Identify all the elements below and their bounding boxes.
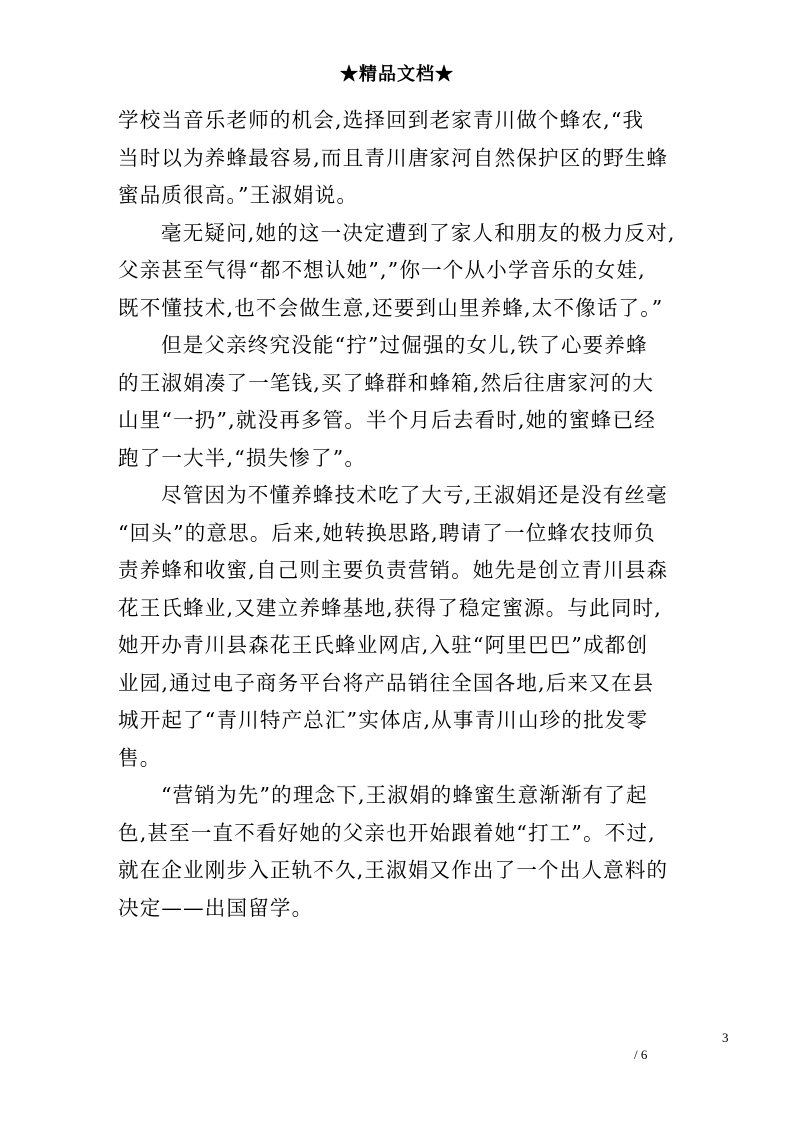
body-line: 售。 [118,745,162,770]
body-line: 蜜品质很高。”王淑娟说。 [118,183,359,207]
paragraph-start-line: 毫无疑问,她的这一决定遭到了家人和朋友的极力反对, [161,220,676,245]
document-header-title: ★精品文档★ [340,64,454,85]
body-line: 跑了一大半,“损失惨了”。 [118,445,367,470]
body-line: 业园,通过电子商务平台将产品销往全国各地,后来又在县 [118,670,655,695]
body-line: 花王氏蜂业,又建立养蜂基地,获得了稳定蜜源。与此同时, [118,595,662,620]
body-line: 山里“一扔”,就没再多管。半个月后去看时,她的蜜蜂已经 [118,408,656,432]
body-line: 既不懂技术,也不会做生意,还要到山里养蜂,太不像话了。” [118,295,664,320]
body-line: 她开办青川县森花王氏蜂业网店,入驻“阿里巴巴”成都创 [118,633,649,657]
page-total: / 6 [634,1047,648,1062]
body-line: 色,甚至一直不看好她的父亲也开始跟着她“打工”。不过, [118,820,656,845]
paragraph-start-line: 尽管因为不懂养蜂技术吃了大亏,王淑娟还是没有丝毫 [161,483,668,507]
body-line: “回头”的意思。后来,她转换思路,聘请了一位蜂农技师负 [118,520,656,545]
paragraph-start-line: 但是父亲终究没能“拧”过倔强的女儿,铁了心要养蜂 [161,333,648,357]
paragraph-start-line: “营销为先”的理念下,王淑娟的蜂蜜生意渐渐有了起 [161,783,648,807]
body-line: 当时以为养蜂最容易,而且青川唐家河自然保护区的野生蜂 [118,145,669,170]
body-line: 责养蜂和收蜜,自己则主要负责营销。她先是创立青川县森 [118,558,669,582]
body-line: 就在企业刚步入正轨不久,王淑娟又作出了一个出人意料的 [118,858,669,882]
document-body [118,102,676,927]
body-line: 城开起了“青川特产总汇”实体店,从事青川山珍的批发零 [118,708,649,732]
body-line: 学校当音乐老师的机会,选择回到老家青川做个蜂农,“我 [118,108,645,132]
page-number: 3 [722,1030,729,1045]
body-line: 父亲甚至气得“都不想认她”,”你一个从小学音乐的女娃, [118,258,646,282]
body-line: 决定——出国留学。 [118,895,314,920]
body-line: 的王淑娟凑了一笔钱,买了蜂群和蜂箱,然后往唐家河的大 [118,370,655,395]
